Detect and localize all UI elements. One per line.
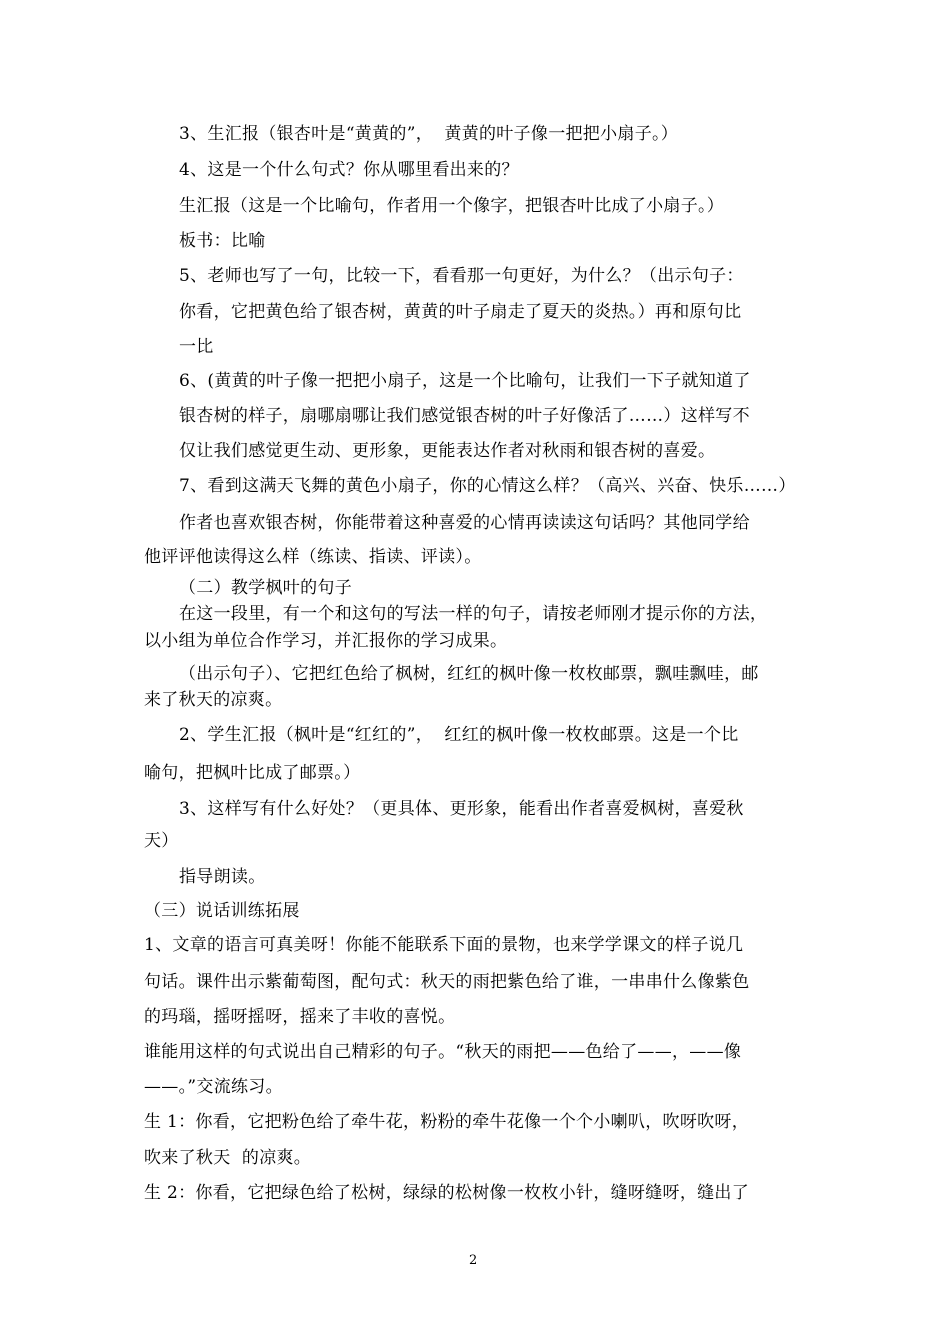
text-line: 4、这是一个什么句式？你从哪里看出来的？ [179,160,519,180]
text-line: 的玛瑙，摇呀摇呀，摇来了丰收的喜悦。 [144,1007,456,1027]
text-line: 来了秋天的凉爽。 [144,690,283,710]
text-line: 5、老师也写了一句，比较一下，看看那一句更好，为什么？（出示句子： [179,266,744,286]
page-number: 2 [469,1253,478,1268]
text-line: 你看，它把黄色给了银杏树，黄黄的叶子扇走了夏天的炎热。）再和原句比 [179,302,742,322]
text-line: 7、看到这满天飞舞的黄色小扇子，你的心情这么样？（高兴、兴奋、快乐……） [179,476,796,496]
text-line: 在这一段里，有一个和这句的写法一样的句子，请按老师刚才提示你的方法， [179,604,768,624]
text-line: 6、(黄黄的叶子像一把把小扇子，这是一个比喻句，让我们一下子就知道了 [179,371,751,391]
text-line: 作者也喜欢银杏树，你能带着这种喜爱的心情再读读这句话吗？其他同学给 [179,513,750,533]
section-heading: （三）说话训练拓展 [144,901,300,921]
text-line: 他评评他读得这么样（练读、指读、评读）。 [144,547,482,567]
text-line: 喻句，把枫叶比成了邮票。） [144,763,361,783]
text-line: 生 2：你看，它把绿色给了松树，绿绿的松树像一枚枚小针，缝呀缝呀，缝出了 [144,1183,750,1203]
text-line: 吹来了秋天 的凉爽。 [144,1148,312,1168]
text-line: 3、这样写有什么好处？（更具体、更形象，能看出作者喜爱枫树，喜爱秋 [179,799,744,819]
section-heading: （二）教学枫叶的句子 [179,578,352,598]
text-line: 天） [144,831,179,851]
text-line: 以小组为单位合作学习，并汇报你的学习成果。 [144,631,508,651]
text-line: ——。”交流练习。 [144,1077,283,1097]
text-line: 银杏树的样子，扇哪扇哪让我们感觉银杏树的叶子好像活了……）这样写不 [179,406,750,426]
text-line: 1、文章的语言可真美呀！你能不能联系下面的景物，也来学学课文的样子说几 [144,935,744,955]
text-line: 一比 [179,337,214,357]
text-line: 仅让我们感觉更生动、更形象，更能表达作者对秋雨和银杏树的喜爱。 [179,441,716,461]
text-line: 谁能用这样的句式说出自己精彩的句子。“秋天的雨把——色给了——，——像 [144,1042,742,1062]
text-line: 句话。课件出示紫葡萄图，配句式：秋天的雨把紫色给了谁，一串串什么像紫色 [144,972,750,992]
text-line: 生 1：你看，它把粉色给了牵牛花，粉粉的牵牛花像一个个小喇叭，吹呀吹呀， [144,1112,750,1132]
text-line: 3、生汇报（银杏叶是“黄黄的”， 黄黄的叶子像一把把小扇子。） [179,124,679,144]
text-line: 指导朗读。 [179,867,266,887]
text-line: （出示句子）、它把红色给了枫树，红红的枫叶像一枚枚邮票，飘哇飘哇，邮 [179,664,759,684]
text-line: 2、学生汇报（枫叶是“红红的”， 红红的枫叶像一枚枚邮票。这是一个比 [179,725,739,745]
text-line: 生汇报（这是一个比喻句，作者用一个像字，把银杏叶比成了小扇子。） [179,196,725,216]
text-line: 板书：比喻 [179,231,266,251]
